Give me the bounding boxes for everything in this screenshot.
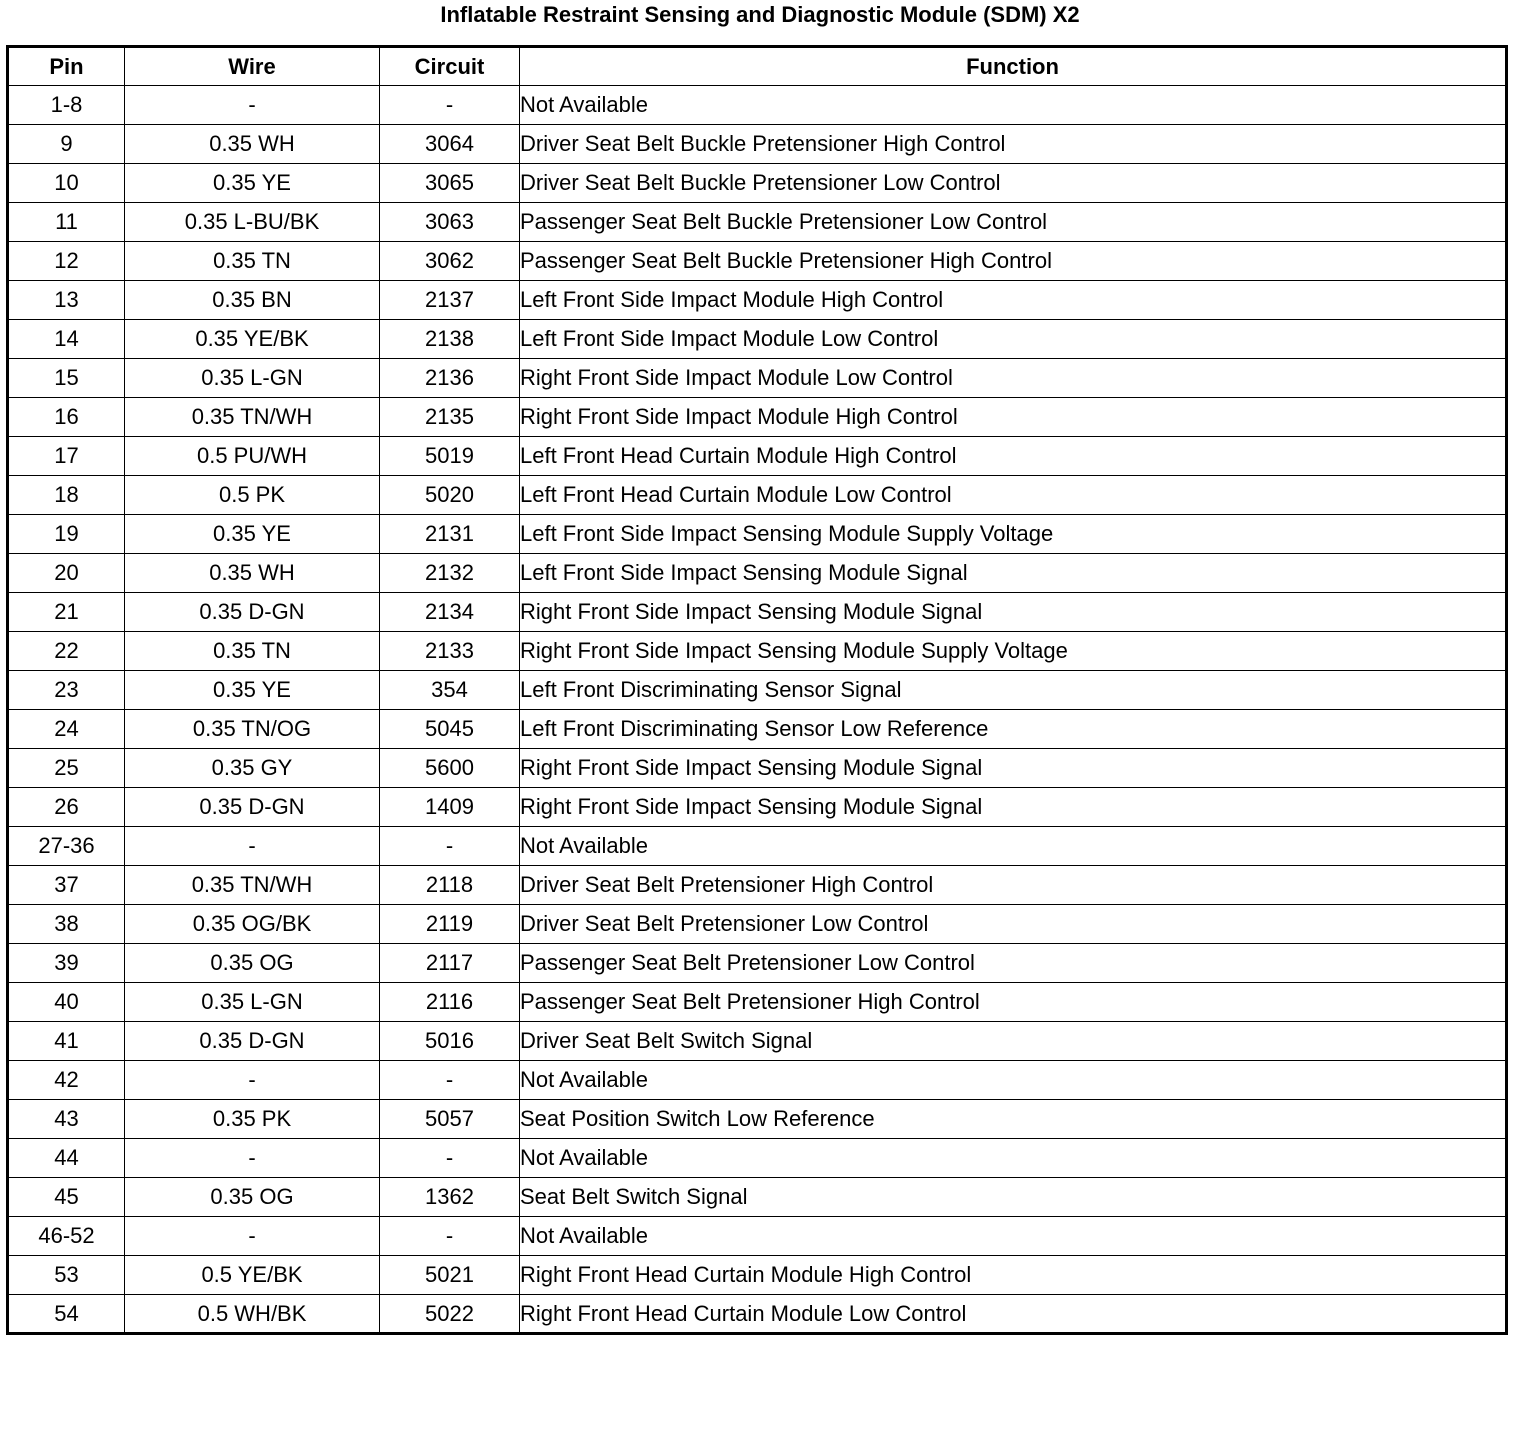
pin-cell: 12 (8, 242, 125, 281)
circuit-cell: - (380, 1139, 520, 1178)
header-wire: Wire (125, 47, 380, 86)
function-cell: Right Front Side Impact Sensing Module Signal (520, 788, 1507, 827)
wire-cell: 0.35 OG (125, 944, 380, 983)
table-row (8, 1100, 1507, 1139)
wire-cell: 0.35 OG (125, 1178, 380, 1217)
function-cell: Driver Seat Belt Buckle Pretensioner High Control (520, 125, 1507, 164)
circuit-cell: - (380, 86, 520, 125)
wire-cell: 0.35 YE/BK (125, 320, 380, 359)
circuit-cell: 2117 (380, 944, 520, 983)
table-row (8, 827, 1507, 866)
function-cell: Right Front Side Impact Module Low Control (520, 359, 1507, 398)
circuit-cell: - (380, 827, 520, 866)
function-cell: Not Available (520, 1061, 1507, 1100)
function-cell: Left Front Side Impact Module Low Control (520, 320, 1507, 359)
circuit-cell: 2132 (380, 554, 520, 593)
table-row (8, 593, 1507, 632)
circuit-cell: 3065 (380, 164, 520, 203)
header-row (8, 47, 1507, 86)
circuit-cell: - (380, 1217, 520, 1256)
wire-cell: 0.35 YE (125, 164, 380, 203)
table-row (8, 788, 1507, 827)
function-cell: Left Front Side Impact Sensing Module Signal (520, 554, 1507, 593)
wire-cell: 0.5 PK (125, 476, 380, 515)
wire-cell: 0.35 TN/WH (125, 398, 380, 437)
wire-cell: 0.35 YE (125, 671, 380, 710)
wire-cell: 0.35 WH (125, 554, 380, 593)
function-cell: Left Front Side Impact Sensing Module Supply Voltage (520, 515, 1507, 554)
function-cell: Left Front Head Curtain Module High Control (520, 437, 1507, 476)
circuit-cell: 2133 (380, 632, 520, 671)
page-title: Inflatable Restraint Sensing and Diagnostic Module (SDM) X2 (440, 2, 1080, 27)
function-cell: Left Front Discriminating Sensor Low Reference (520, 710, 1507, 749)
table-row (8, 398, 1507, 437)
pin-cell: 46-52 (8, 1217, 125, 1256)
table-row (8, 203, 1507, 242)
table-row (8, 1178, 1507, 1217)
circuit-cell: 5022 (380, 1295, 520, 1334)
circuit-cell: 5057 (380, 1100, 520, 1139)
wire-cell: 0.35 PK (125, 1100, 380, 1139)
function-cell: Right Front Head Curtain Module High Control (520, 1256, 1507, 1295)
wire-cell: - (125, 1061, 380, 1100)
pin-cell: 24 (8, 710, 125, 749)
table-row (8, 1217, 1507, 1256)
header-function: Function (520, 47, 1507, 86)
wire-cell: 0.35 YE (125, 515, 380, 554)
table-row (8, 164, 1507, 203)
wire-cell: 0.35 TN/OG (125, 710, 380, 749)
wire-cell: 0.35 D-GN (125, 788, 380, 827)
pin-cell: 13 (8, 281, 125, 320)
wire-cell: 0.35 BN (125, 281, 380, 320)
function-cell: Seat Position Switch Low Reference (520, 1100, 1507, 1139)
table-row (8, 320, 1507, 359)
wire-cell: 0.35 TN (125, 242, 380, 281)
pin-cell: 45 (8, 1178, 125, 1217)
function-cell: Driver Seat Belt Pretensioner Low Control (520, 905, 1507, 944)
function-cell: Left Front Head Curtain Module Low Control (520, 476, 1507, 515)
wire-cell: 0.5 YE/BK (125, 1256, 380, 1295)
table-row (8, 905, 1507, 944)
circuit-cell: 5021 (380, 1256, 520, 1295)
circuit-cell: 5019 (380, 437, 520, 476)
circuit-cell: 2135 (380, 398, 520, 437)
pin-cell: 40 (8, 983, 125, 1022)
pin-cell: 27-36 (8, 827, 125, 866)
function-cell: Driver Seat Belt Buckle Pretensioner Low Control (520, 164, 1507, 203)
table-row (8, 1295, 1507, 1334)
table-row (8, 1061, 1507, 1100)
pin-cell: 9 (8, 125, 125, 164)
pin-cell: 16 (8, 398, 125, 437)
table-row (8, 554, 1507, 593)
table-row (8, 1256, 1507, 1295)
pin-cell: 38 (8, 905, 125, 944)
wire-cell: - (125, 86, 380, 125)
wire-cell: 0.35 TN (125, 632, 380, 671)
pin-cell: 26 (8, 788, 125, 827)
function-cell: Passenger Seat Belt Pretensioner Low Control (520, 944, 1507, 983)
wire-cell: 0.35 TN/WH (125, 866, 380, 905)
table-row (8, 1022, 1507, 1061)
table-row (8, 1139, 1507, 1178)
function-cell: Seat Belt Switch Signal (520, 1178, 1507, 1217)
function-cell: Not Available (520, 1139, 1507, 1178)
pin-cell: 18 (8, 476, 125, 515)
pin-cell: 17 (8, 437, 125, 476)
pin-cell: 44 (8, 1139, 125, 1178)
wire-cell: 0.35 L-GN (125, 359, 380, 398)
function-cell: Passenger Seat Belt Buckle Pretensioner Low Control (520, 203, 1507, 242)
circuit-cell: 2131 (380, 515, 520, 554)
table-body (8, 86, 1507, 1334)
circuit-cell: 2118 (380, 866, 520, 905)
table-row (8, 476, 1507, 515)
function-cell: Right Front Side Impact Sensing Module Signal (520, 749, 1507, 788)
circuit-cell: 2116 (380, 983, 520, 1022)
function-cell: Right Front Side Impact Sensing Module Supply Voltage (520, 632, 1507, 671)
circuit-cell: 3064 (380, 125, 520, 164)
function-cell: Right Front Head Curtain Module Low Control (520, 1295, 1507, 1334)
circuit-cell: 354 (380, 671, 520, 710)
pin-cell: 14 (8, 320, 125, 359)
pin-cell: 19 (8, 515, 125, 554)
circuit-cell: 2136 (380, 359, 520, 398)
circuit-cell: 5020 (380, 476, 520, 515)
wire-cell: 0.5 PU/WH (125, 437, 380, 476)
wire-cell: - (125, 1217, 380, 1256)
table-row (8, 515, 1507, 554)
pin-cell: 22 (8, 632, 125, 671)
pin-cell: 37 (8, 866, 125, 905)
table-header (8, 47, 1507, 86)
circuit-cell: 2138 (380, 320, 520, 359)
table-row (8, 671, 1507, 710)
pin-cell: 15 (8, 359, 125, 398)
pin-cell: 53 (8, 1256, 125, 1295)
wire-cell: 0.35 D-GN (125, 1022, 380, 1061)
function-cell: Passenger Seat Belt Buckle Pretensioner High Control (520, 242, 1507, 281)
wire-cell: 0.35 WH (125, 125, 380, 164)
table-row (8, 866, 1507, 905)
pin-cell: 42 (8, 1061, 125, 1100)
table-row (8, 125, 1507, 164)
table-row (8, 281, 1507, 320)
pin-cell: 21 (8, 593, 125, 632)
table-row (8, 86, 1507, 125)
pin-cell: 23 (8, 671, 125, 710)
header-pin: Pin (8, 47, 125, 86)
wire-cell: 0.35 D-GN (125, 593, 380, 632)
wire-cell: - (125, 827, 380, 866)
function-cell: Driver Seat Belt Pretensioner High Control (520, 866, 1507, 905)
wire-cell: 0.5 WH/BK (125, 1295, 380, 1334)
function-cell: Left Front Side Impact Module High Control (520, 281, 1507, 320)
table-row (8, 359, 1507, 398)
wire-cell: 0.35 L-BU/BK (125, 203, 380, 242)
connector-pinout-table (6, 45, 1508, 1335)
table-row (8, 944, 1507, 983)
function-cell: Not Available (520, 827, 1507, 866)
wire-cell: - (125, 1139, 380, 1178)
function-cell: Right Front Side Impact Module High Control (520, 398, 1507, 437)
table-row (8, 437, 1507, 476)
circuit-cell: 5016 (380, 1022, 520, 1061)
pin-cell: 1-8 (8, 86, 125, 125)
function-cell: Left Front Discriminating Sensor Signal (520, 671, 1507, 710)
pin-cell: 54 (8, 1295, 125, 1334)
table-row (8, 749, 1507, 788)
table-row (8, 632, 1507, 671)
pin-cell: 39 (8, 944, 125, 983)
table-row (8, 242, 1507, 281)
circuit-cell: 3063 (380, 203, 520, 242)
pin-cell: 11 (8, 203, 125, 242)
function-cell: Not Available (520, 86, 1507, 125)
circuit-cell: 1409 (380, 788, 520, 827)
wire-cell: 0.35 L-GN (125, 983, 380, 1022)
wire-cell: 0.35 GY (125, 749, 380, 788)
pin-cell: 43 (8, 1100, 125, 1139)
circuit-cell: - (380, 1061, 520, 1100)
function-cell: Passenger Seat Belt Pretensioner High Control (520, 983, 1507, 1022)
table-row (8, 983, 1507, 1022)
header-circuit: Circuit (380, 47, 520, 86)
pin-cell: 25 (8, 749, 125, 788)
circuit-cell: 3062 (380, 242, 520, 281)
wire-cell: 0.35 OG/BK (125, 905, 380, 944)
circuit-cell: 1362 (380, 1178, 520, 1217)
function-cell: Not Available (520, 1217, 1507, 1256)
circuit-cell: 5045 (380, 710, 520, 749)
function-cell: Right Front Side Impact Sensing Module Signal (520, 593, 1507, 632)
function-cell: Driver Seat Belt Switch Signal (520, 1022, 1507, 1061)
circuit-cell: 2137 (380, 281, 520, 320)
pin-cell: 20 (8, 554, 125, 593)
circuit-cell: 2119 (380, 905, 520, 944)
table-row (8, 710, 1507, 749)
pin-cell: 41 (8, 1022, 125, 1061)
pin-cell: 10 (8, 164, 125, 203)
circuit-cell: 5600 (380, 749, 520, 788)
circuit-cell: 2134 (380, 593, 520, 632)
